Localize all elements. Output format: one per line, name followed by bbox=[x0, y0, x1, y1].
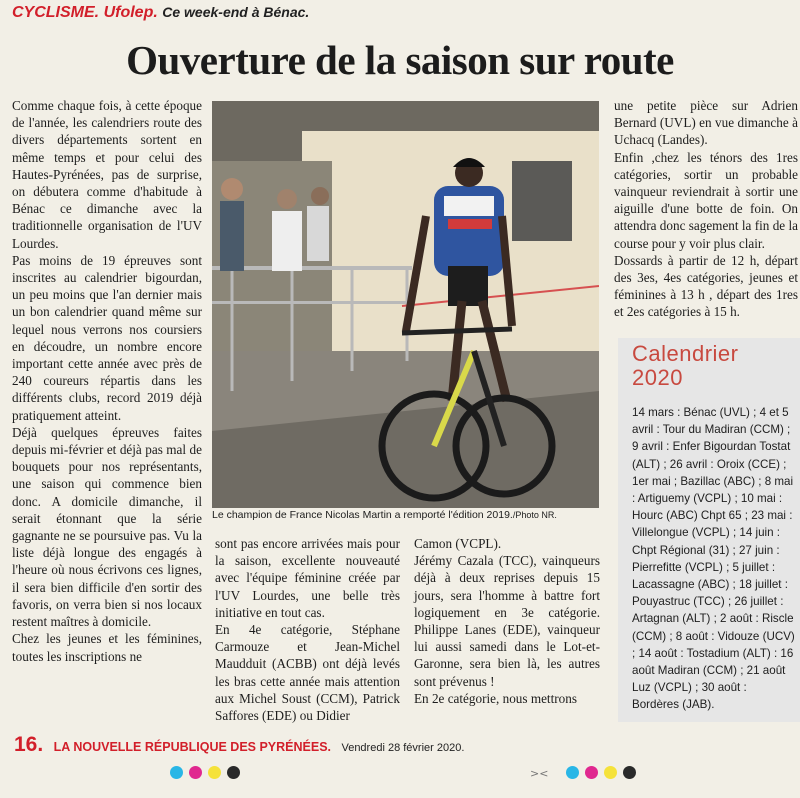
black-mark bbox=[623, 766, 636, 779]
page-footer bbox=[14, 733, 464, 757]
article-column-2 bbox=[215, 535, 400, 724]
page-number: 16. bbox=[14, 733, 44, 756]
org-label: Ufolep. bbox=[103, 4, 158, 21]
newspaper-name: LA NOUVELLE RÉPUBLIQUE DES PYRÉNÉES. bbox=[53, 740, 332, 754]
article-paragraph: Pas moins de 19 épreuves sont inscrites au calendrier bigourdan, un peu moins que l'an dernier mais un bon calendrier quand même sur lequel nous verrons nos coursiers en découdre, un nombre encore important cette année avec près de 240 coureurs répartis dans les différents clubs, record 2019 déjà pratiquement atteint. bbox=[12, 252, 202, 423]
issue-date: Vendredi 28 février 2020. bbox=[341, 742, 465, 754]
article-column-1 bbox=[12, 97, 202, 665]
calendar-body: 14 mars : Bénac (UVL) ; 4 et 5 avril : Tour du Madiran (CCM) ; 9 avril : Enfer Bigourdan Tostat (ALT) ; 26 avril : Oroix (CCE) ; 1er mai ; Bazillac (ABC) ; 8 mai : Artiguemy (VCPL) ; 10 mai : Hourc (ABC) Chpt 65 ; 23 mai : Villelongue (VCPL) ; 14 juin : Chpt Régional (31) ; 27 juin : Pierrefitte (VCPL) ; 5 juillet : Lacassagne (ABC) ; 18 juillet : Pouyastruc (TCC) ; 26 juillet : Artagnan (ALT) ; 2 août : Riscle (CCM) ; 8 août : Vidouze (UCV) ; 14 août : Tostadium (ALT) : 16 août Madiran (CCM) ; 21 août Luz (VCPL) ; 30 août : Bordères (JAB). bbox=[632, 406, 795, 712]
cyan-mark bbox=[566, 766, 579, 779]
cyclist-photo bbox=[212, 101, 599, 508]
black-mark bbox=[227, 766, 240, 779]
cyan-mark bbox=[170, 766, 183, 779]
article-column-4 bbox=[614, 97, 798, 321]
yellow-mark bbox=[208, 766, 221, 779]
magenta-mark bbox=[585, 766, 598, 779]
calendar-year: 2020 bbox=[632, 365, 683, 390]
article-paragraph: Chez les jeunes et les féminines, toutes les inscriptions ne bbox=[12, 631, 202, 664]
article-paragraph: Enfin ,chez les ténors des 1res catégories, sortir un probable vainqueur reviendrait à sortir une aiguille d'une botte de foin. On attendra donc sagement la fin de la course pour y voir plus clair. bbox=[614, 149, 798, 251]
article-paragraph: Dossards à partir de 12 h, départ des 3es, 4es catégories, jeunes et féminines à 13 h , départ des 1res et 2es catégories à 15 h. bbox=[614, 252, 798, 320]
calendar-title-line: Calendrier bbox=[632, 341, 739, 366]
article-paragraph: sont pas encore arrivées mais pour la saison, excellente nouveauté avec l'équipe féminine créée par l'UV Lourdes, une belle très initiative en tout cas. bbox=[215, 536, 400, 620]
article-paragraph: En 2e catégorie, nous mettrons bbox=[414, 690, 577, 706]
photo-caption bbox=[212, 509, 599, 521]
crop-mark-icon: >< bbox=[530, 767, 549, 780]
calendar-title bbox=[632, 342, 739, 390]
yellow-mark bbox=[604, 766, 617, 779]
section-label: CYCLISME. bbox=[12, 4, 100, 21]
article-paragraph: Camon (VCPL). bbox=[414, 536, 502, 551]
article-paragraph: Jérémy Cazala (TCC), vainqueurs déjà à deux reprises depuis 15 jours, sera l'homme à battre fort logiquement en 3e catégorie. Philippe Lanes (EDE), vainqueur lui aussi samedi dans le Lot-et-Garonne, sera bien là, les autres sont prévenus ! bbox=[414, 553, 600, 689]
print-color-marks-left bbox=[170, 766, 240, 779]
headline: Ouverture de la saison sur route bbox=[126, 37, 674, 83]
kicker bbox=[12, 4, 309, 22]
photo-credit: /Photo NR. bbox=[512, 510, 557, 520]
caption-text: Le champion de France Nicolas Martin a remporté l'édition 2019. bbox=[212, 509, 513, 521]
article-photo bbox=[212, 101, 599, 508]
article-paragraph: Comme chaque fois, à cette époque de l'année, les calendriers route des divers départements sortent en même temps et pour celui des Hautes-Pyrénées, pas de surprise, on débutera comme d'habitude à Bénac ce dimanche avec la traditionnelle organisation de l'UV Lourdes. bbox=[12, 98, 202, 251]
article-paragraph: En 4e catégorie, Stéphane Carmouze et Jean-Michel Maudduit (ACBB) ont déjà levés les bras cette année mais attention aux Michel Soust (CCM), Patrick Saffores (EDE) ou Didier bbox=[215, 622, 400, 724]
article-column-3 bbox=[414, 535, 600, 707]
article-paragraph: une petite pièce sur Adrien Bernard (UVL) en vue dimanche à Uchacq (Landes). bbox=[614, 98, 798, 148]
print-color-marks-right bbox=[566, 766, 636, 779]
article-paragraph: Déjà quelques épreuves faites depuis mi-février et déjà pas mal de bouquets pour nos représentants, une saison qui commence bien donc. A domicile dimanche, il serait étonnant que la série gagnante ne se poursuive pas. Vu la liste déjà longue des engagés à l'heure où nous écrivons ces lignes, il sera bien difficile d'en sortir des favoris, on verra bien si nos locaux restent maîtres à domicile. bbox=[12, 424, 202, 630]
kicker-subtitle: Ce week-end à Bénac. bbox=[162, 4, 310, 20]
magenta-mark bbox=[189, 766, 202, 779]
